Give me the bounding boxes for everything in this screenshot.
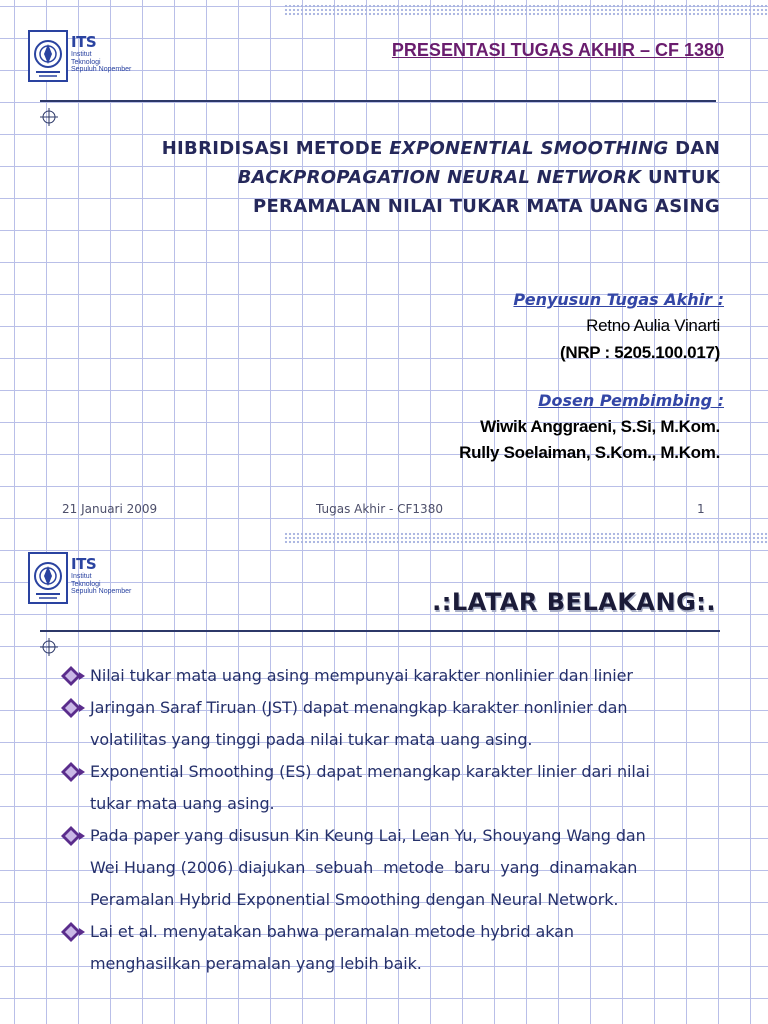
decorative-dot-band [284,532,768,544]
diamond-bullet-icon [60,697,86,719]
bullet-text: Wei Huang (2006) diajukan sebuah metode baru yang dinamakan [90,858,638,877]
its-logo [28,30,140,90]
title-text-italic: BACKPROPAGATION NEURAL NETWORK [237,167,642,188]
crosshair-icon [40,108,58,126]
header-divider [40,100,716,102]
institution-name: Institut Teknologi Sepuluh Nopember [71,573,132,595]
decorative-dot-band [284,4,768,16]
footer-date: 21 Januari 2009 [62,502,158,516]
thesis-title-line-3: PERAMALAN NILAI TUKAR MATA UANG ASING [252,196,720,217]
supervisor-role-label: Dosen Pembimbing : [538,391,724,410]
thesis-title-line-1 [80,134,720,163]
institution-name: Institut Teknologi Sepuluh Nopember [71,51,132,73]
bullet-text: Jaringan Saraf Tiruan (JST) dapat menangkap karakter nonlinier dan [90,698,628,717]
crosshair-icon [40,638,58,656]
bullet-list [60,660,740,980]
list-item [60,820,740,916]
supervisor-name-2: Rully Soelaiman, S.Kom., M.Kom. [459,443,720,462]
bullet-text: Lai et al. menyatakan bahwa peramalan metode hybrid akan [90,922,574,941]
header-divider [40,630,720,632]
footer-course: Tugas Akhir - CF1380 [316,502,443,516]
its-emblem-icon [28,552,68,604]
author-nrp: (NRP : 5205.100.017) [559,343,720,362]
its-logo [28,552,140,612]
supervisor-name-1: Wiwik Anggraeni, S.Si, M.Kom. [480,417,720,436]
its-brand-text: ITS [71,555,97,573]
title-text: DAN [668,138,720,159]
title-text: HIBRIDISASI METODE [161,138,390,159]
title-text-italic: EXPONENTIAL SMOOTHING [389,138,669,159]
list-item [60,756,740,820]
presentation-header-title: PRESENTASI TUGAS AKHIR – CF 1380 [391,40,724,60]
bullet-text: Peramalan Hybrid Exponential Smoothing dengan Neural Network. [90,890,619,909]
author-name: Retno Aulia Vinarti [586,316,720,335]
diamond-bullet-icon [60,761,86,783]
list-item [60,916,740,980]
author-role-label: Penyusun Tugas Akhir : [513,290,724,309]
thesis-title-line-2 [80,163,720,192]
slide-2 [0,528,768,1024]
list-item [60,660,740,692]
bullet-text: Nilai tukar mata uang asing mempunyai karakter nonlinier dan linier [90,666,633,685]
bullet-text: Exponential Smoothing (ES) dapat menangkap karakter linier dari nilai [90,762,650,781]
diamond-bullet-icon [60,665,86,687]
list-item [60,692,740,756]
its-brand-text: ITS [71,33,97,51]
bullet-text: menghasilkan peramalan yang lebih baik. [90,954,422,973]
section-title: .:LATAR BELAKANG:. [432,588,716,616]
title-text: UNTUK [641,167,720,188]
bullet-text: tukar mata uang asing. [90,794,275,813]
its-emblem-icon [28,30,68,82]
bullet-text: Pada paper yang disusun Kin Keung Lai, Lean Yu, Shouyang Wang dan [90,826,646,845]
bullet-text: volatilitas yang tinggi pada nilai tukar mata uang asing. [90,730,533,749]
footer-page-number: 1 [697,502,705,516]
thesis-title [80,134,720,221]
diamond-bullet-icon [60,825,86,847]
diamond-bullet-icon [60,921,86,943]
